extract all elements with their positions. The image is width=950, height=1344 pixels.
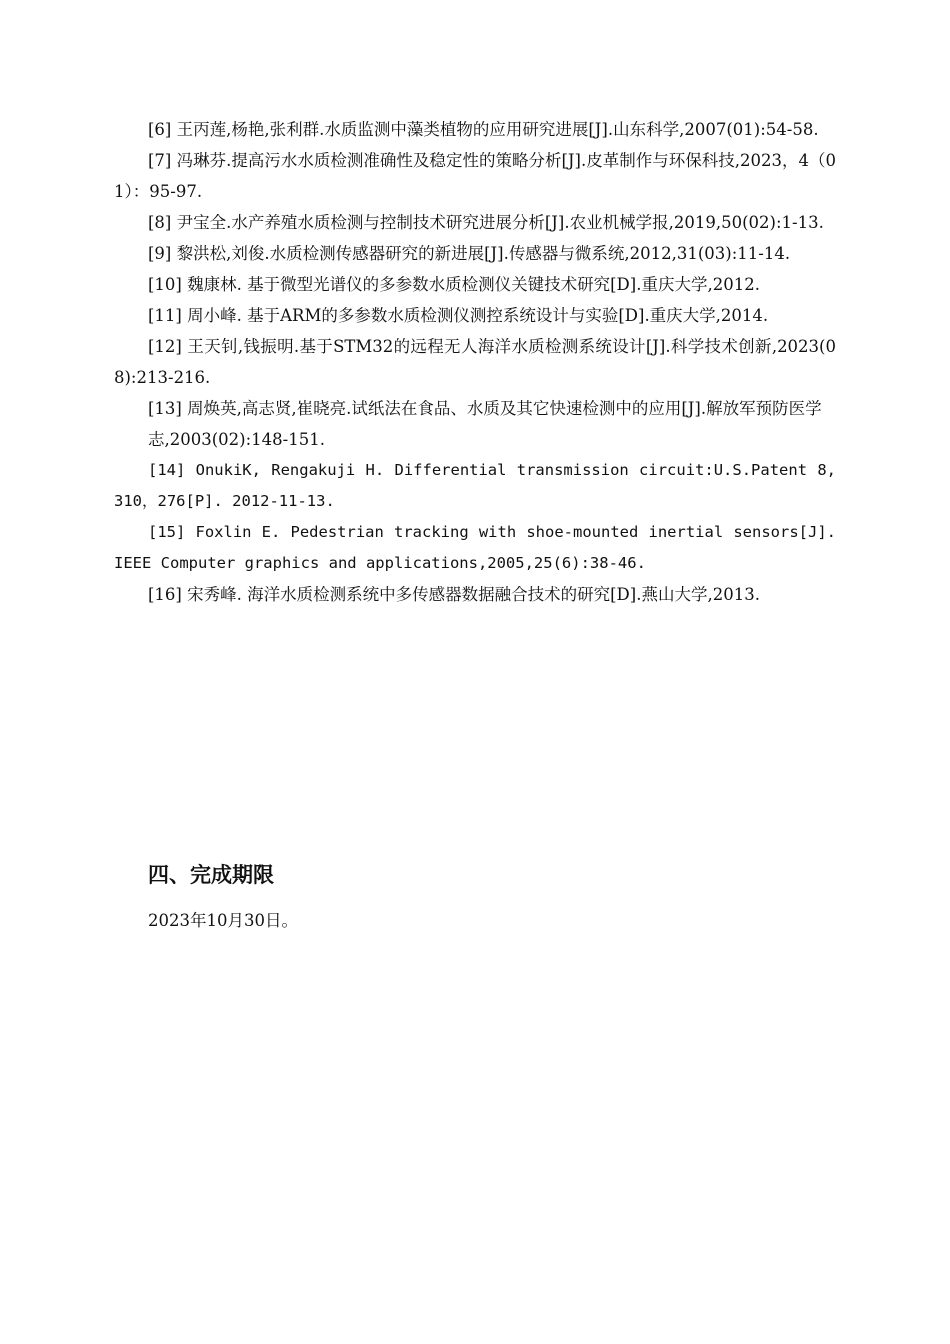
reference-item: [10] 魏康林. 基于微型光谱仪的多参数水质检测仪关键技术研究[D].重庆大学,2012.	[148, 275, 760, 294]
reference-item: [11] 周小峰. 基于ARM的多参数水质检测仪测控系统设计与实验[D].重庆大学,2014.	[148, 306, 769, 325]
reference-item: [8] 尹宝全.水产养殖水质检测与控制技术研究进展分析[J].农业机械学报,2019,50(02):1-13.	[148, 213, 824, 232]
section-heading: 四、完成期限	[148, 863, 274, 887]
reference-item: [13] 周焕英,高志贤,崔晓亮.试纸法在食品、水质及其它快速检测中的应用[J].解放军预防医学	[148, 399, 822, 418]
reference-item: [7] 冯琳芬.提高污水水质检测准确性及稳定性的策略分析[J].皮革制作与环保科技,2023，4（01）：95-97.	[114, 151, 836, 201]
reference-item: [6] 王丙莲,杨艳,张利群.水质监测中藻类植物的应用研究进展[J].山东科学,2007(01):54-58.	[148, 120, 819, 139]
reference-item: [16] 宋秀峰. 海洋水质检测系统中多传感器数据融合技术的研究[D].燕山大学,2013.	[148, 585, 760, 604]
reference-item: [12] 王天钊,钱振明.基于STM32的远程无人海洋水质检测系统设计[J].科学技术创新,2023(08):213-216.	[114, 337, 836, 387]
reference-item-continuation: 志,2003(02):148-151.	[148, 430, 325, 449]
reference-item: [9] 黎洪松,刘俊.水质检测传感器研究的新进展[J].传感器与微系统,2012,31(03):11-14.	[148, 244, 791, 263]
reference-item: [14] OnukiK, Rengakuji H. Differential transmission circuit:U.S.Patent 8,310，276[P]. 2012-11-13.	[114, 461, 836, 510]
reference-list	[114, 114, 836, 610]
deadline-text: 2023年10月30日。	[148, 911, 298, 930]
reference-item: [15] Foxlin E. Pedestrian tracking with shoe-mounted inertial sensors[J].IEEE Computer graphics and applications,2005,25(6):38-46.	[114, 523, 836, 572]
